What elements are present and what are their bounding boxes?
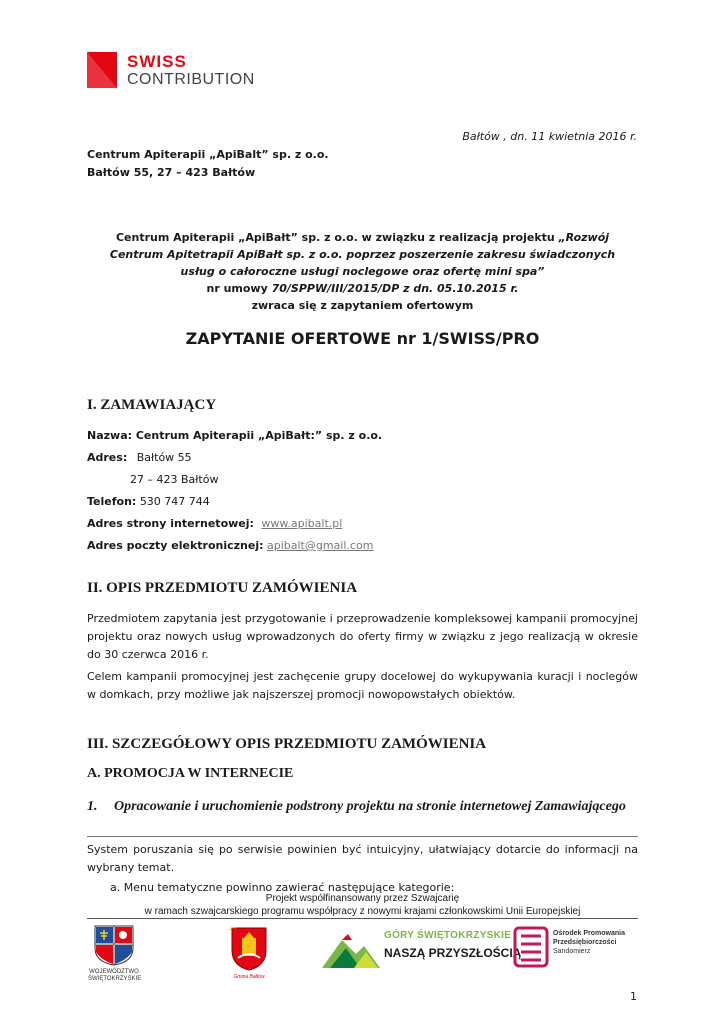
subsection-a-heading: A. PROMOCJA W INTERNECIE [87,766,294,781]
footer-line1: Projekt współfinansowany przez Szwajcarię [265,893,460,904]
item1-point-a: a. Menu tematyczne powinno zawierać następujące kategorie: [110,881,455,894]
page-number: 1 [630,990,637,1003]
phone-label: Telefon: [87,495,137,508]
logo3-line2: NASZĄ PRZYSZŁOŚCIĄ [384,946,522,960]
footer-line2: w ramach szwajcarskiego programu współpracy z nowymi krajami członkowskimi Unii Europejskiej [144,906,581,917]
sender-address: Bałtów 55, 27 – 423 Bałtów [87,166,256,179]
logo-gmina [226,922,272,984]
opp-emblem-icon [513,926,549,968]
logo-wojewodztwo [88,922,140,986]
intro-contract [87,280,638,297]
item1-number: 1. [87,799,98,814]
contract-number: 70/SPPW/III/2015/DP z dn. 05.10.2015 r. [271,282,519,295]
email-link[interactable]: apibalt@gmail.com [267,539,374,552]
gmina-crest-icon [228,924,270,972]
logo2-text: Gmina Bałtów [233,974,265,980]
swiss-contribution-logo [87,50,267,92]
www-link[interactable]: www.apibalt.pl [261,517,343,530]
logo-line1: SWISS [127,52,187,71]
logo1-text1: WOJEWÓDZTWO [89,969,139,975]
item1-text: System poruszania się po serwisie powinien być intuicyjny, ułatwiający dotarcie do informacji na wybrany temat. [87,843,638,874]
place-date: Bałtów , dn. 11 kwietnia 2016 r. [462,130,637,143]
client-phone-row [87,493,210,510]
logo3-line1: GÓRY ŚWIĘTOKRZYSKIE [384,930,512,941]
intro-closing: zwraca się z zapytaniem ofertowym [251,299,474,312]
section2-heading: II. OPIS PRZEDMIOTU ZAMÓWIENIA [87,580,358,596]
client-address-row [87,449,192,466]
section1-heading: I. ZAMAWIAJĄCY [87,397,217,413]
logo4-line1: Ośrodek Promowania [553,930,625,937]
page-title: ZAPYTANIE OFERTOWE nr 1/SWISS/PRO [185,329,540,348]
intro-part1: Centrum Apiterapii „ApiBałt” sp. z o.o. w związku z realizacją projektu [115,231,559,244]
www-label: Adres strony internetowej: [87,517,254,530]
section2-para1: Przedmiotem zapytania jest przygotowanie i przeprowadzenie kompleksowej kampanii promocyjnej projektu oraz nowych usług wprowadzonych do oferty firmy w związku z jego realizacją w okresie do 30 czerwca 2016 r. [87,612,638,661]
item1-title: Opracowanie i uruchomienie podstrony projektu na stronie internetowej Zamawiającego [114,799,626,814]
mountains-icon [320,928,382,972]
sender-name: Centrum Apiterapii „ApiBalt” sp. z o.o. [87,148,329,161]
client-www-row [87,515,342,532]
logo-opp [513,924,641,974]
client-name: Nazwa: Centrum Apiterapii „ApiBałt:” sp. z o.o. [87,429,383,442]
section2-para2: Celem kampanii promocyjnej jest zachęcenie grupy docelowej do wykupywania kuracji i noclegów w domkach, przy możliwe jak najszerszej promocji nowopowstałych obiektów. [87,670,638,701]
phone-value: 530 747 744 [139,495,210,508]
email-label: Adres poczty elektronicznej: [87,539,264,552]
logo4-line3: Sandomierz [553,948,591,955]
address-line1: Bałtów 55 [136,451,192,464]
swiss-flag-icon [87,52,117,88]
intro-paragraph [100,229,625,280]
address-line2: 27 – 423 Bałtów [130,473,219,486]
voivodeship-crest-icon [93,924,135,966]
address-label: Adres: [87,451,128,464]
section3-heading: III. SZCZEGÓŁOWY OPIS PRZEDMIOTU ZAMÓWIENIA [87,736,487,752]
item1-divider [87,836,638,837]
logo4-line2: Przedsiębiorczości [553,939,617,946]
logo-line2: CONTRIBUTION [127,71,255,88]
intro-project: „Rozwój Centrum Apitetrapii ApiBałt sp. z o.o. poprzez poszerzenie zakresu świadczonych usług o całoroczne usługi noclegowe oraz ofertę mini spa” [109,231,616,278]
logo-gory [320,924,522,974]
logo1-text2: ŚWIĘTOKRZYSKIE [88,976,142,982]
contract-prefix: nr umowy [206,282,272,295]
client-email-row [87,537,373,554]
footer-divider [87,918,638,919]
